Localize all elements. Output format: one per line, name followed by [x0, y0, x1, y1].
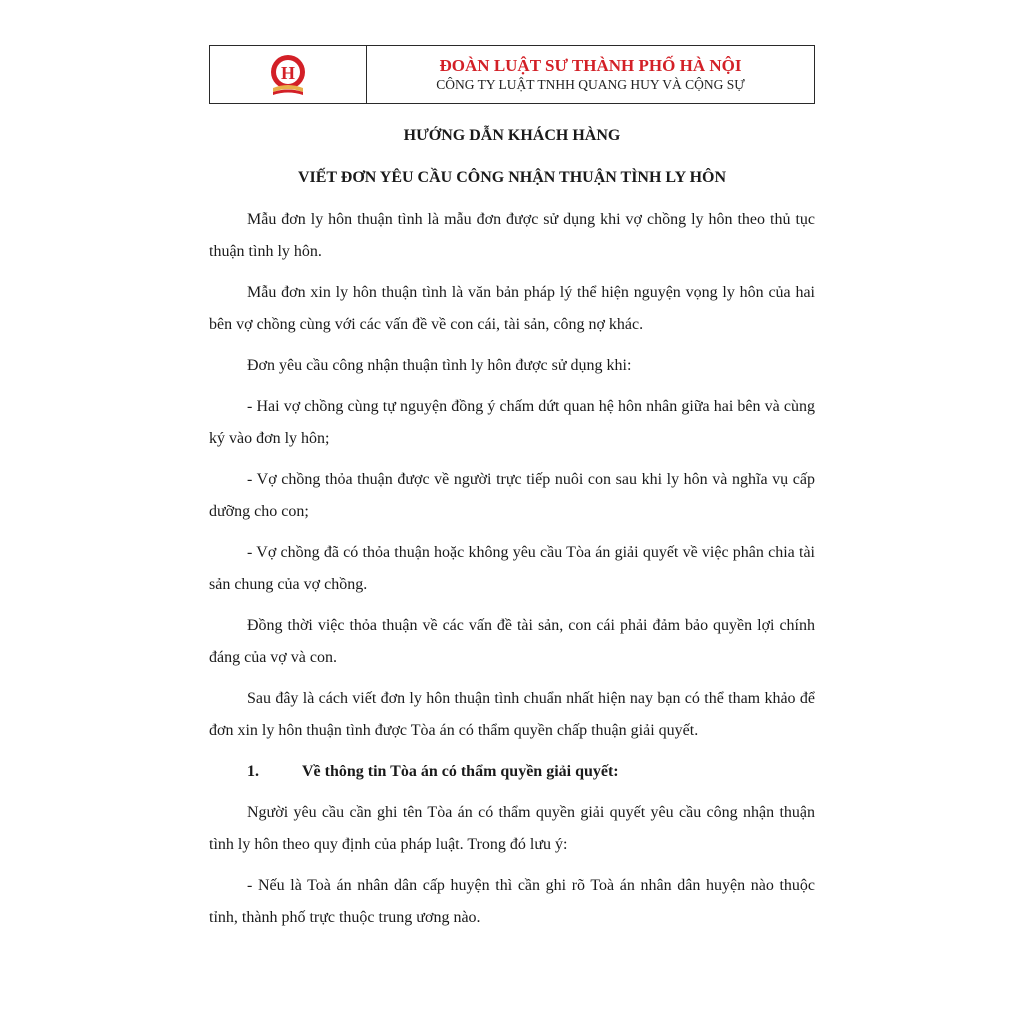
letterhead	[209, 45, 815, 104]
law-firm-logo-icon	[265, 52, 311, 98]
letterhead-text	[367, 46, 814, 103]
paragraph: Người yêu cầu cần ghi tên Tòa án có thẩm quyền giải quyết yêu cầu công nhận thuận tình ly hôn theo quy định của pháp luật. Trong đó lưu ý:	[209, 804, 815, 853]
bar-association-name: ĐOÀN LUẬT SƯ THÀNH PHỐ HÀ NỘI	[439, 56, 742, 75]
document-body	[209, 204, 815, 943]
paragraph: Sau đây là cách viết đơn ly hôn thuận tình chuẩn nhất hiện nay bạn có thể tham khảo để đơn xin ly hôn thuận tình được Tòa án có thẩm quyền chấp thuận giải quyết.	[209, 690, 815, 739]
list-item: - Hai vợ chồng cùng tự nguyện đồng ý chấm dứt quan hệ hôn nhân giữa hai bên và cùng ký vào đơn ly hôn;	[209, 398, 815, 447]
list-item: - Vợ chồng đã có thỏa thuận hoặc không yêu cầu Tòa án giải quyết về việc phân chia tài sản chung của vợ chồng.	[209, 544, 815, 593]
document-subtitle: VIẾT ĐƠN YÊU CẦU CÔNG NHẬN THUẬN TÌNH LY HÔN	[297, 169, 727, 186]
document-title: HƯỚNG DẪN KHÁCH HÀNG	[403, 127, 621, 144]
logo-cell	[210, 46, 367, 103]
section-heading	[209, 756, 815, 788]
law-firm-name: CÔNG TY LUẬT TNHH QUANG HUY VÀ CỘNG SỰ	[436, 77, 745, 92]
paragraph: Mẫu đơn ly hôn thuận tình là mẫu đơn được sử dụng khi vợ chồng ly hôn theo thủ tục thuận tình ly hôn.	[209, 211, 815, 260]
section-number: 1.	[247, 763, 259, 780]
paragraph: Đơn yêu cầu công nhận thuận tình ly hôn được sử dụng khi:	[247, 357, 632, 374]
list-item: - Nếu là Toà án nhân dân cấp huyện thì cần ghi rõ Toà án nhân dân huyện nào thuộc tỉnh, thành phố trực thuộc trung ương nào.	[209, 877, 815, 926]
svg-text:H: H	[280, 62, 296, 83]
paragraph: Đồng thời việc thỏa thuận về các vấn đề tài sản, con cái phải đảm bảo quyền lợi chính đáng của vợ và con.	[209, 617, 815, 666]
list-item: - Vợ chồng thỏa thuận được về người trực tiếp nuôi con sau khi ly hôn và nghĩa vụ cấp dưỡng cho con;	[209, 471, 815, 520]
section-title: Về thông tin Tòa án có thẩm quyền giải quyết:	[302, 763, 619, 780]
paragraph: Mẫu đơn xin ly hôn thuận tình là văn bản pháp lý thể hiện nguyện vọng ly hôn của hai bên vợ chồng cùng với các vấn đề về con cái, tài sản, công nợ khác.	[209, 284, 815, 333]
